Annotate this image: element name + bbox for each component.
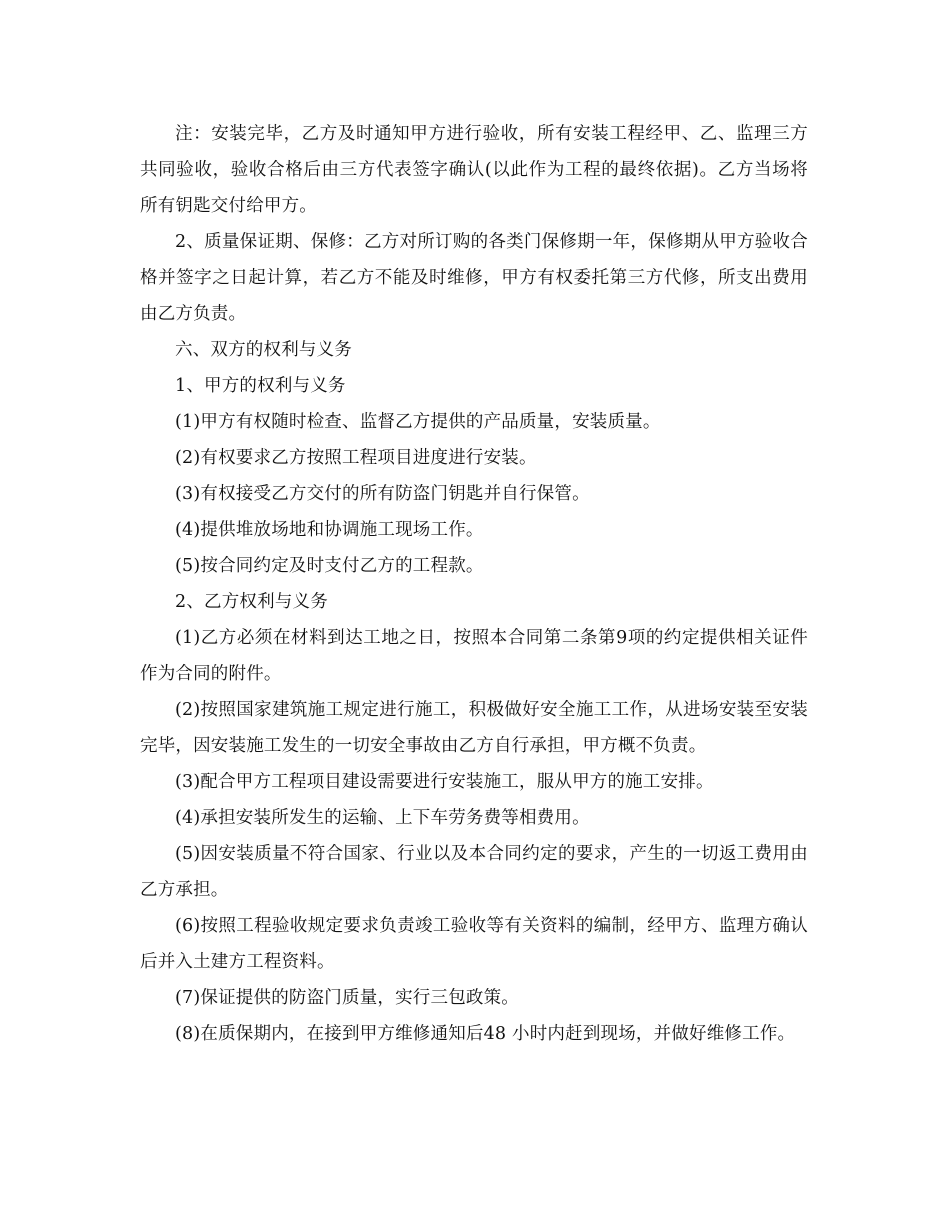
party-a-item-2: (2)有权要求乙方按照工程项目进度进行安装。 (175, 448, 537, 468)
party-b-item-6: (6)按照工程验收规定要求负责竣工验收等有关资料的编制，经甲方、监理方确认后并入土建方工程资料。 (140, 916, 808, 972)
party-a-item-4: (4)提供堆放场地和协调施工现场工作。 (175, 520, 484, 540)
party-b-item-3: (3)配合甲方工程项目建设需要进行安装施工，服从甲方的施工安排。 (175, 772, 714, 792)
party-a-item-3: (3)有权接受乙方交付的所有防盗门钥匙并自行保管。 (175, 484, 590, 504)
party-a-item-1: (1)甲方有权随时检查、监督乙方提供的产品质量，安装质量。 (175, 412, 661, 432)
party-b-item-5: (5)因安装质量不符合国家、行业以及本合同约定的要求，产生的一切返工费用由乙方承担。 (140, 844, 808, 900)
party-b-item-2: (2)按照国家建筑施工规定进行施工，积极做好安全施工工作，从进场安装至安装完毕，因安装施工发生的一切安全事故由乙方自行承担，甲方概不负责。 (140, 700, 808, 756)
paragraph-inspection-note: 注：安装完毕，乙方及时通知甲方进行验收，所有安装工程经甲、乙、监理三方共同验收，验收合格后由三方代表签字确认(以此作为工程的最终依据)。乙方当场将所有钥匙交付给甲方。 (140, 124, 808, 216)
party-b-item-1: (1)乙方必须在材料到达工地之日，按照本合同第二条第9项的约定提供相关证件作为合同的附件。 (140, 628, 808, 684)
party-a-item-5: (5)按合同约定及时支付乙方的工程款。 (175, 556, 484, 576)
party-b-item-8: (8)在质保期内，在接到甲方维修通知后48 小时内赶到现场，并做好维修工作。 (175, 1024, 796, 1044)
subsection-heading-party-a: 1、甲方的权利与义务 (175, 376, 346, 396)
party-b-item-7: (7)保证提供的防盗门质量，实行三包政策。 (175, 988, 519, 1008)
paragraph-warranty: 2、质量保证期、保修：乙方对所订购的各类门保修期一年，保修期从甲方验收合格并签字之日起计算，若乙方不能及时维修，甲方有权委托第三方代修，所支出费用由乙方负责。 (140, 232, 808, 324)
section-heading-rights-obligations: 六、双方的权利与义务 (175, 340, 352, 360)
document-body (140, 116, 808, 1052)
subsection-heading-party-b: 2、乙方权利与义务 (175, 592, 328, 612)
party-b-item-4: (4)承担安装所发生的运输、上下车劳务费等相费用。 (175, 808, 590, 828)
